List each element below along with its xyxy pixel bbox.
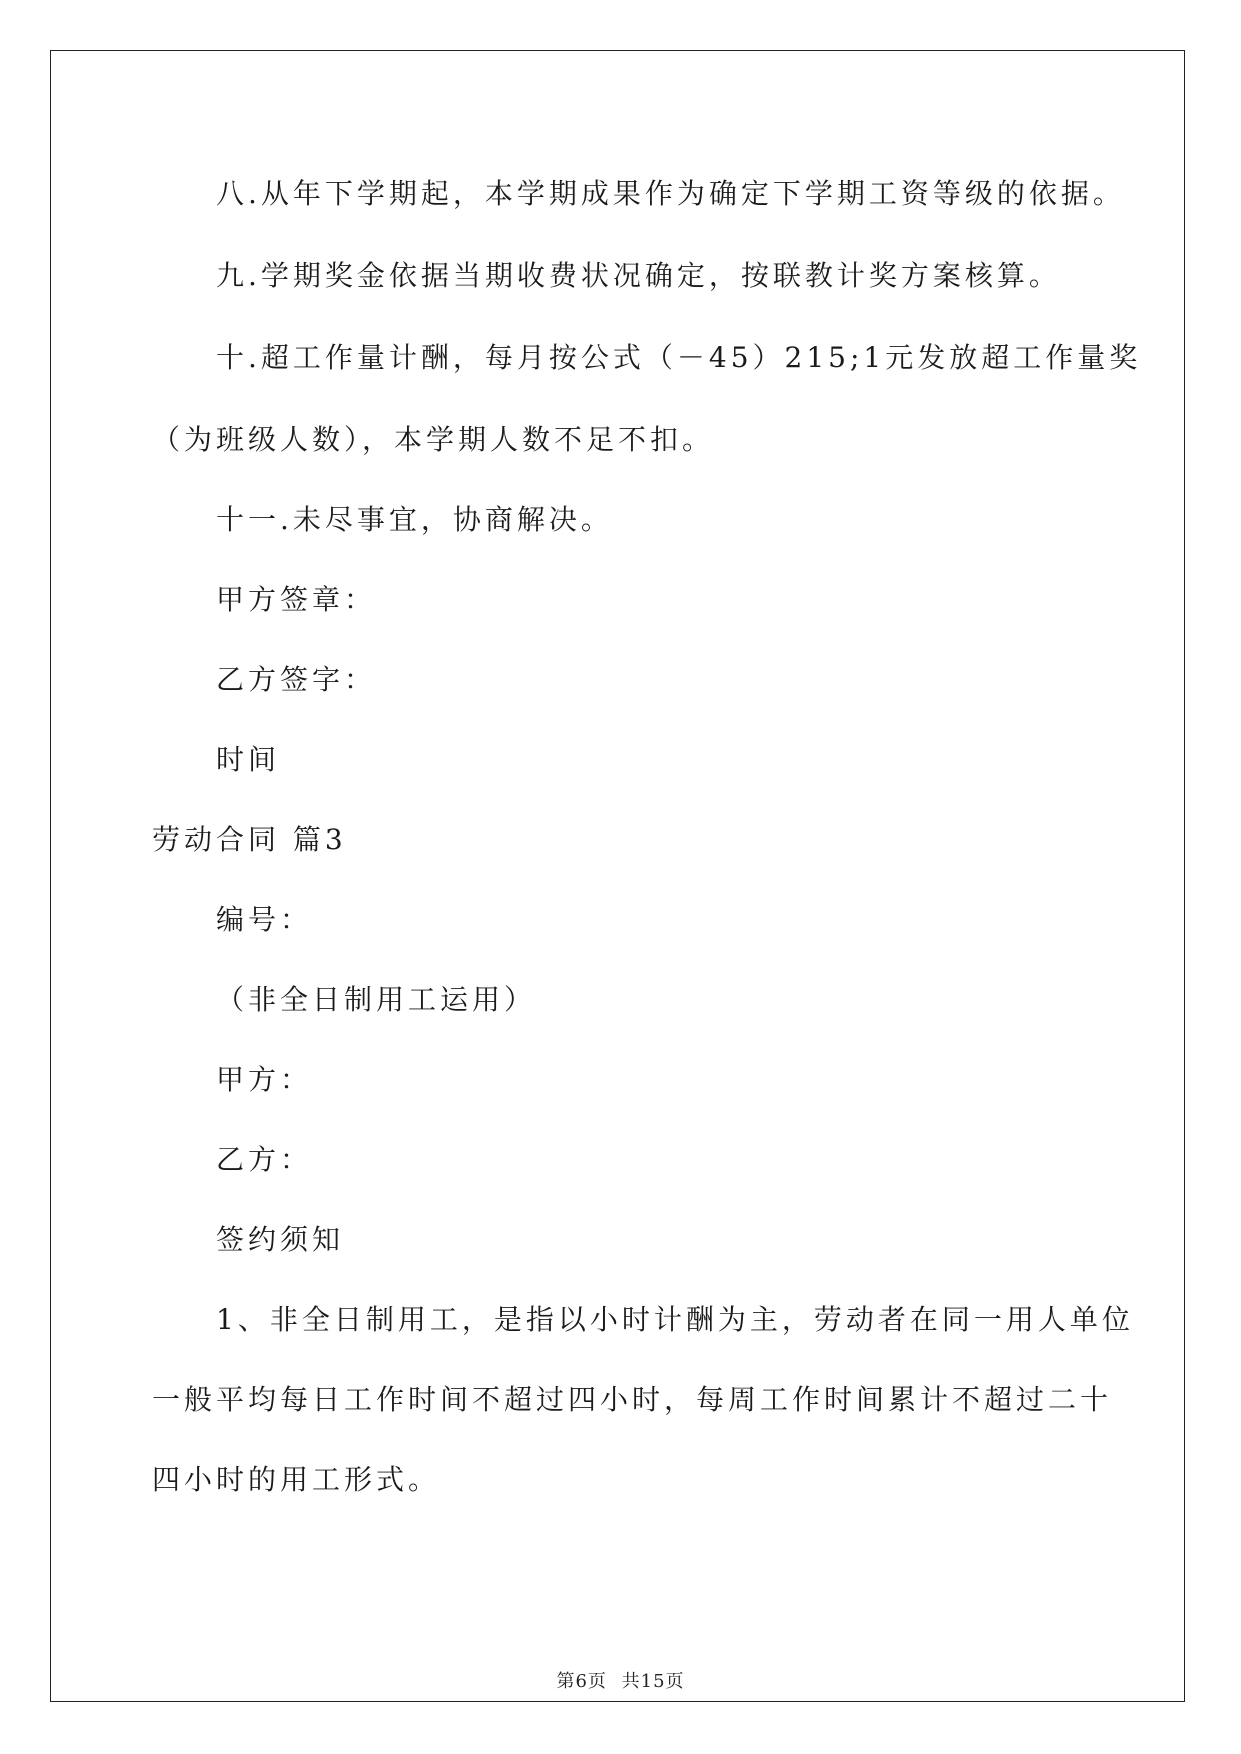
- notice-item-1-continued: 一般平均每日工作时间不超过四小时，每周工作时间累计不超过二十: [152, 1383, 1113, 1416]
- page-border: [50, 50, 1185, 1702]
- date-label: 时间: [216, 743, 281, 776]
- paragraph-item-11: 十一.未尽事宜，协商解决。: [216, 503, 613, 536]
- party-b-label: 乙方：: [216, 1143, 313, 1176]
- paragraph-item-8: 八.从年下学期起，本学期成果作为确定下学期工资等级的依据。: [216, 177, 1125, 210]
- page-footer: [0, 1667, 1241, 1693]
- contract-number-label: 编号：: [216, 903, 313, 936]
- total-pages: 共15页: [621, 1671, 685, 1692]
- notice-item-1-continued-2: 四小时的用工形式。: [152, 1463, 441, 1496]
- paragraph-item-9: 九.学期奖金依据当期收费状况确定，按联教计奖方案核算。: [216, 259, 1061, 292]
- party-b-signature-label: 乙方签字：: [216, 663, 377, 696]
- paragraph-item-10-continued: （为班级人数），本学期人数不足不扣。: [152, 423, 715, 456]
- party-a-label: 甲方：: [216, 1063, 313, 1096]
- section-heading: 劳动合同 篇3: [152, 823, 347, 856]
- page-number: 第6页: [556, 1671, 607, 1692]
- paragraph-item-10: 十.超工作量计酬，每月按公式（－45）215;1元发放超工作量奖: [216, 341, 1142, 374]
- notice-item-1: 1、非全日制用工，是指以小时计酬为主，劳动者在同一用人单位: [216, 1303, 1134, 1336]
- signing-notice-heading: 签约须知: [216, 1223, 345, 1256]
- contract-type-note: （非全日制用工运用）: [216, 983, 537, 1016]
- party-a-signature-label: 甲方签章：: [216, 583, 377, 616]
